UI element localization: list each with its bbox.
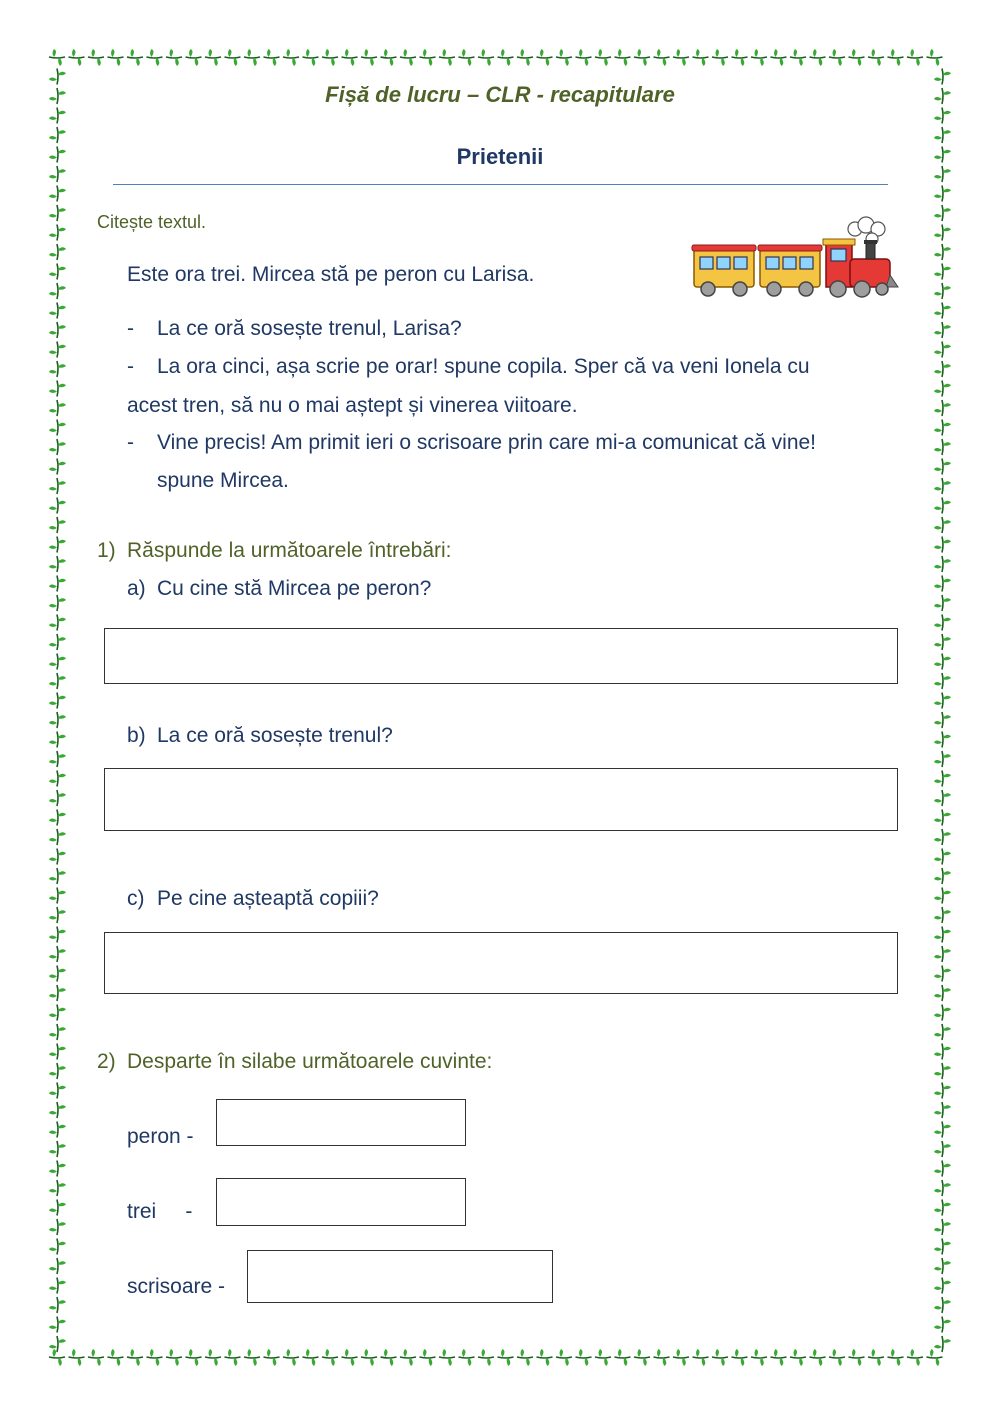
syllable-box-trei[interactable]: [216, 1178, 466, 1226]
train-illustration-icon: [690, 215, 900, 300]
answer-box-b[interactable]: [104, 768, 898, 831]
exercise-2-heading: 2) Desparte în silabe următoarele cuvinte:: [97, 1050, 493, 1073]
dialog-line-3-continued: spune Mircea.: [157, 469, 289, 492]
word-label-peron: peron -: [127, 1125, 194, 1148]
dialog-line-2-continued: acest tren, să nu o mai aștept și vinerea viitoare.: [127, 394, 578, 417]
question-a: a) Cu cine stă Mircea pe peron?: [127, 577, 432, 600]
word-label-trei: trei -: [127, 1200, 193, 1223]
syllable-box-scrisoare[interactable]: [247, 1250, 553, 1303]
title-divider: [113, 184, 888, 185]
dialog-line-1: - La ce oră sosește trenul, Larisa?: [127, 317, 462, 340]
story-title: Prietenii: [456, 144, 544, 169]
answer-box-c[interactable]: [104, 932, 898, 994]
dialog-line-2: - La ora cinci, așa scrie pe orar! spune copila. Sper că va veni Ionela cu: [127, 355, 810, 378]
reading-instruction: Citește textul.: [97, 212, 207, 232]
question-b: b) La ce oră sosește trenul?: [127, 724, 393, 747]
exercise-1-heading: 1) Răspunde la următoarele întrebări:: [97, 539, 452, 562]
question-c: c) Pe cine așteaptă copiii?: [127, 887, 379, 910]
story-intro: Este ora trei. Mircea stă pe peron cu Larisa.: [127, 263, 535, 286]
worksheet-title: Fișă de lucru – CLR - recapitulare: [325, 82, 675, 107]
syllable-box-peron[interactable]: [216, 1099, 466, 1146]
word-label-scrisoare: scrisoare -: [127, 1275, 226, 1298]
answer-box-a[interactable]: [104, 628, 898, 684]
dialog-line-3: - Vine precis! Am primit ieri o scrisoare prin care mi-a comunicat că vine!: [127, 431, 817, 454]
